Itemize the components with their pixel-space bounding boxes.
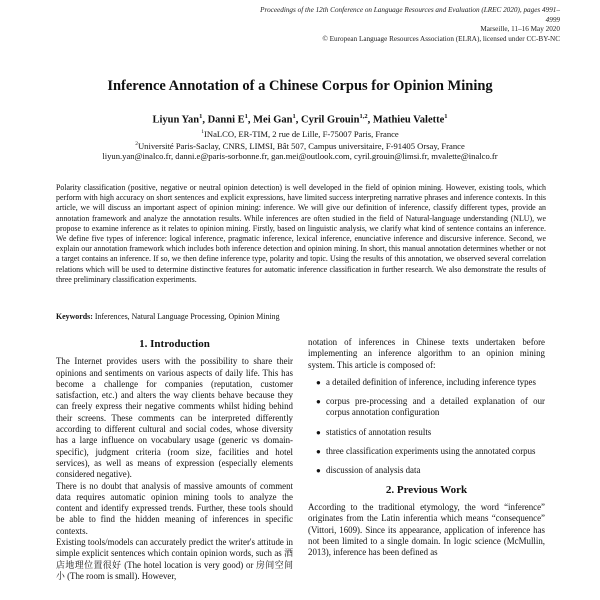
proceedings-header (260, 6, 560, 44)
list-item (308, 465, 545, 476)
list-item-text: statistics of annotation results (326, 426, 432, 437)
intro-paragraph-1: The Internet provides users with the possibility to share their opinions and sentiments on various aspects of daily life. This has become a challenge for companies (reputation, customer satisfaction, etc.) and alters the way clients behave because they can freely express their negative comments whilst hiding behind their screens. These comments can be interpreted differently according to different cultural and social codes, whose diversity has a large influence on vocabulary usage (generic vs domain-specific), judgment criteria (room size, facilities and hotel services), as well as means of expression (especially elements considered negative). (56, 356, 293, 480)
bullet-icon: ● (316, 397, 321, 407)
right-column (308, 337, 545, 600)
bullet-icon: ● (316, 377, 321, 387)
list-item (308, 377, 545, 388)
author-sup: 1 (444, 113, 448, 120)
author-emails: liyun.yan@inalco.fr, danni.e@paris-sorbonne.fr, gan.mei@outlook.com, cyril.grouin@limsi.fr, mvalette@inalco.fr (102, 151, 498, 161)
intro-paragraph-3: Existing tools/models can accurately predict the writer's attitude in simple explicit sentences which contain opinion words, such as 酒店地理位置很好 (The hotel location is very good) or 房间空间小 (The room is small). However, (56, 537, 293, 581)
author-name: Mathieu Valette (372, 114, 445, 126)
author-list: Liyun Yan$^1$, Danni $E^1$, Mei Gan$^1$, Cyril Grouin$^{1,2}$, Mathieu Valette$^1$ (152, 113, 448, 126)
list-item-text: a detailed definition of inference, including inference types (326, 376, 536, 387)
paper-title: Inference Annotation of a Chinese Corpus for Opinion Mining (107, 78, 493, 94)
keywords-text: Inferences, Natural Language Processing, Opinion Mining (94, 312, 280, 321)
list-item (308, 427, 545, 438)
author-sup: 1 (292, 113, 296, 120)
author-sup: 1 (244, 113, 248, 120)
aff-sup: 2 (135, 141, 138, 147)
author-name: Danni E (207, 114, 245, 126)
list-item-text: three classification experiments using the annotated corpus (326, 446, 536, 457)
keywords (56, 312, 546, 321)
section-title-previous-work: 2. Previous Work (385, 483, 468, 496)
affiliation-1 (0, 127, 600, 140)
author-name: Liyun Yan (152, 114, 200, 126)
section-title-introduction: 1. Introduction (139, 338, 210, 350)
list-item (308, 446, 545, 457)
bullet-icon: ● (316, 466, 321, 476)
left-column (56, 337, 293, 600)
intro-paragraph-2: There is no doubt that analysis of massive amounts of comment data requires automatic opinion mining tools to analyze the content and identify expressed trends. Further, these tools should be able to find the hidden meaning of inferences in specific contexts. (56, 480, 293, 536)
author-name: Cyril Grouin (301, 114, 360, 126)
right-paragraph-1: notation of inferences in Chinese texts undertaken before implementing an inference algorithm to an opinion mining system. This article is composed of: (308, 337, 545, 370)
aff-text: Université Paris-Saclay, CNRS, LIMSI, Bât 507, Campus universitaire, F-91405 Orsay, France (137, 140, 465, 151)
contribution-list (308, 377, 545, 477)
abstract: Polarity classification (positive, negative or neutral opinion detection) is well developed in the field of opinion mining. However, existing tools, which perform with high accuracy on short sentences and explicit expressions, have limited success interpreting narrative phrases and inference contexts. In this article, we will discuss an important aspect of opinion mining: inference. We will give our definition of inference, classify different types, provide an annotation framework and analyze the annotation results. While inferences are often studied in the field of Natural-language understanding (NLU), we propose to examine inference as it relates to opinion mining. Firstly, based on linguistic analysis, we clarify what kind of sentence contains an inference. We define five types of inference: logical inference, pragmatic inference, lexical inference, enunciative inference and discursive inference. Second, we explain our annotation framework which includes both inference detection and opinion mining. In short, this manual annotation determines whether or not a target contains an inference. If so, we then define inference type, polarity and topic. Using the results of this annotation, we observed several correlation relations which will be used to determine distinctive features for automatic inference classification in further research. We also demonstrate the results of three preliminary classification experiments. (56, 183, 546, 284)
aff-text: INaLCO, ER-TIM, 2 rue de Lille, F-75007 Paris, France (204, 128, 399, 139)
bullet-icon: ● (316, 447, 321, 457)
bullet-icon: ● (316, 427, 321, 437)
previous-work-paragraph: According to the traditional etymology, the word “inference” originates from the Latin inferentia which means “consequence” (Vittori, 1609). Since its appearance, application of inference has not been limited to a single domain. In logic science (McMullin, 2013), inference has been defined as (308, 501, 545, 558)
header-line-2: Marseille, 11–16 May 2020 (480, 25, 560, 34)
affiliation-2 (0, 139, 600, 152)
header-line-1: Proceedings of the 12th Conference on Language Resources and Evaluation (LREC 2020), pages 4991–4999 (260, 6, 560, 24)
author-sup: 1 (199, 113, 203, 120)
author-sup: 1,2 (359, 113, 368, 120)
author-name: Mei Gan (253, 114, 293, 126)
aff-sup: 1 (201, 129, 204, 135)
list-item (308, 396, 545, 419)
list-item-text: corpus pre-processing and a detailed explanation of our corpus annotation configuration (326, 396, 545, 418)
list-item-text: discussion of analysis data (326, 465, 421, 476)
keywords-label: Keywords: (56, 312, 93, 321)
header-line-3: © European Language Resources Association (ELRA), licensed under CC-BY-NC (322, 34, 560, 43)
